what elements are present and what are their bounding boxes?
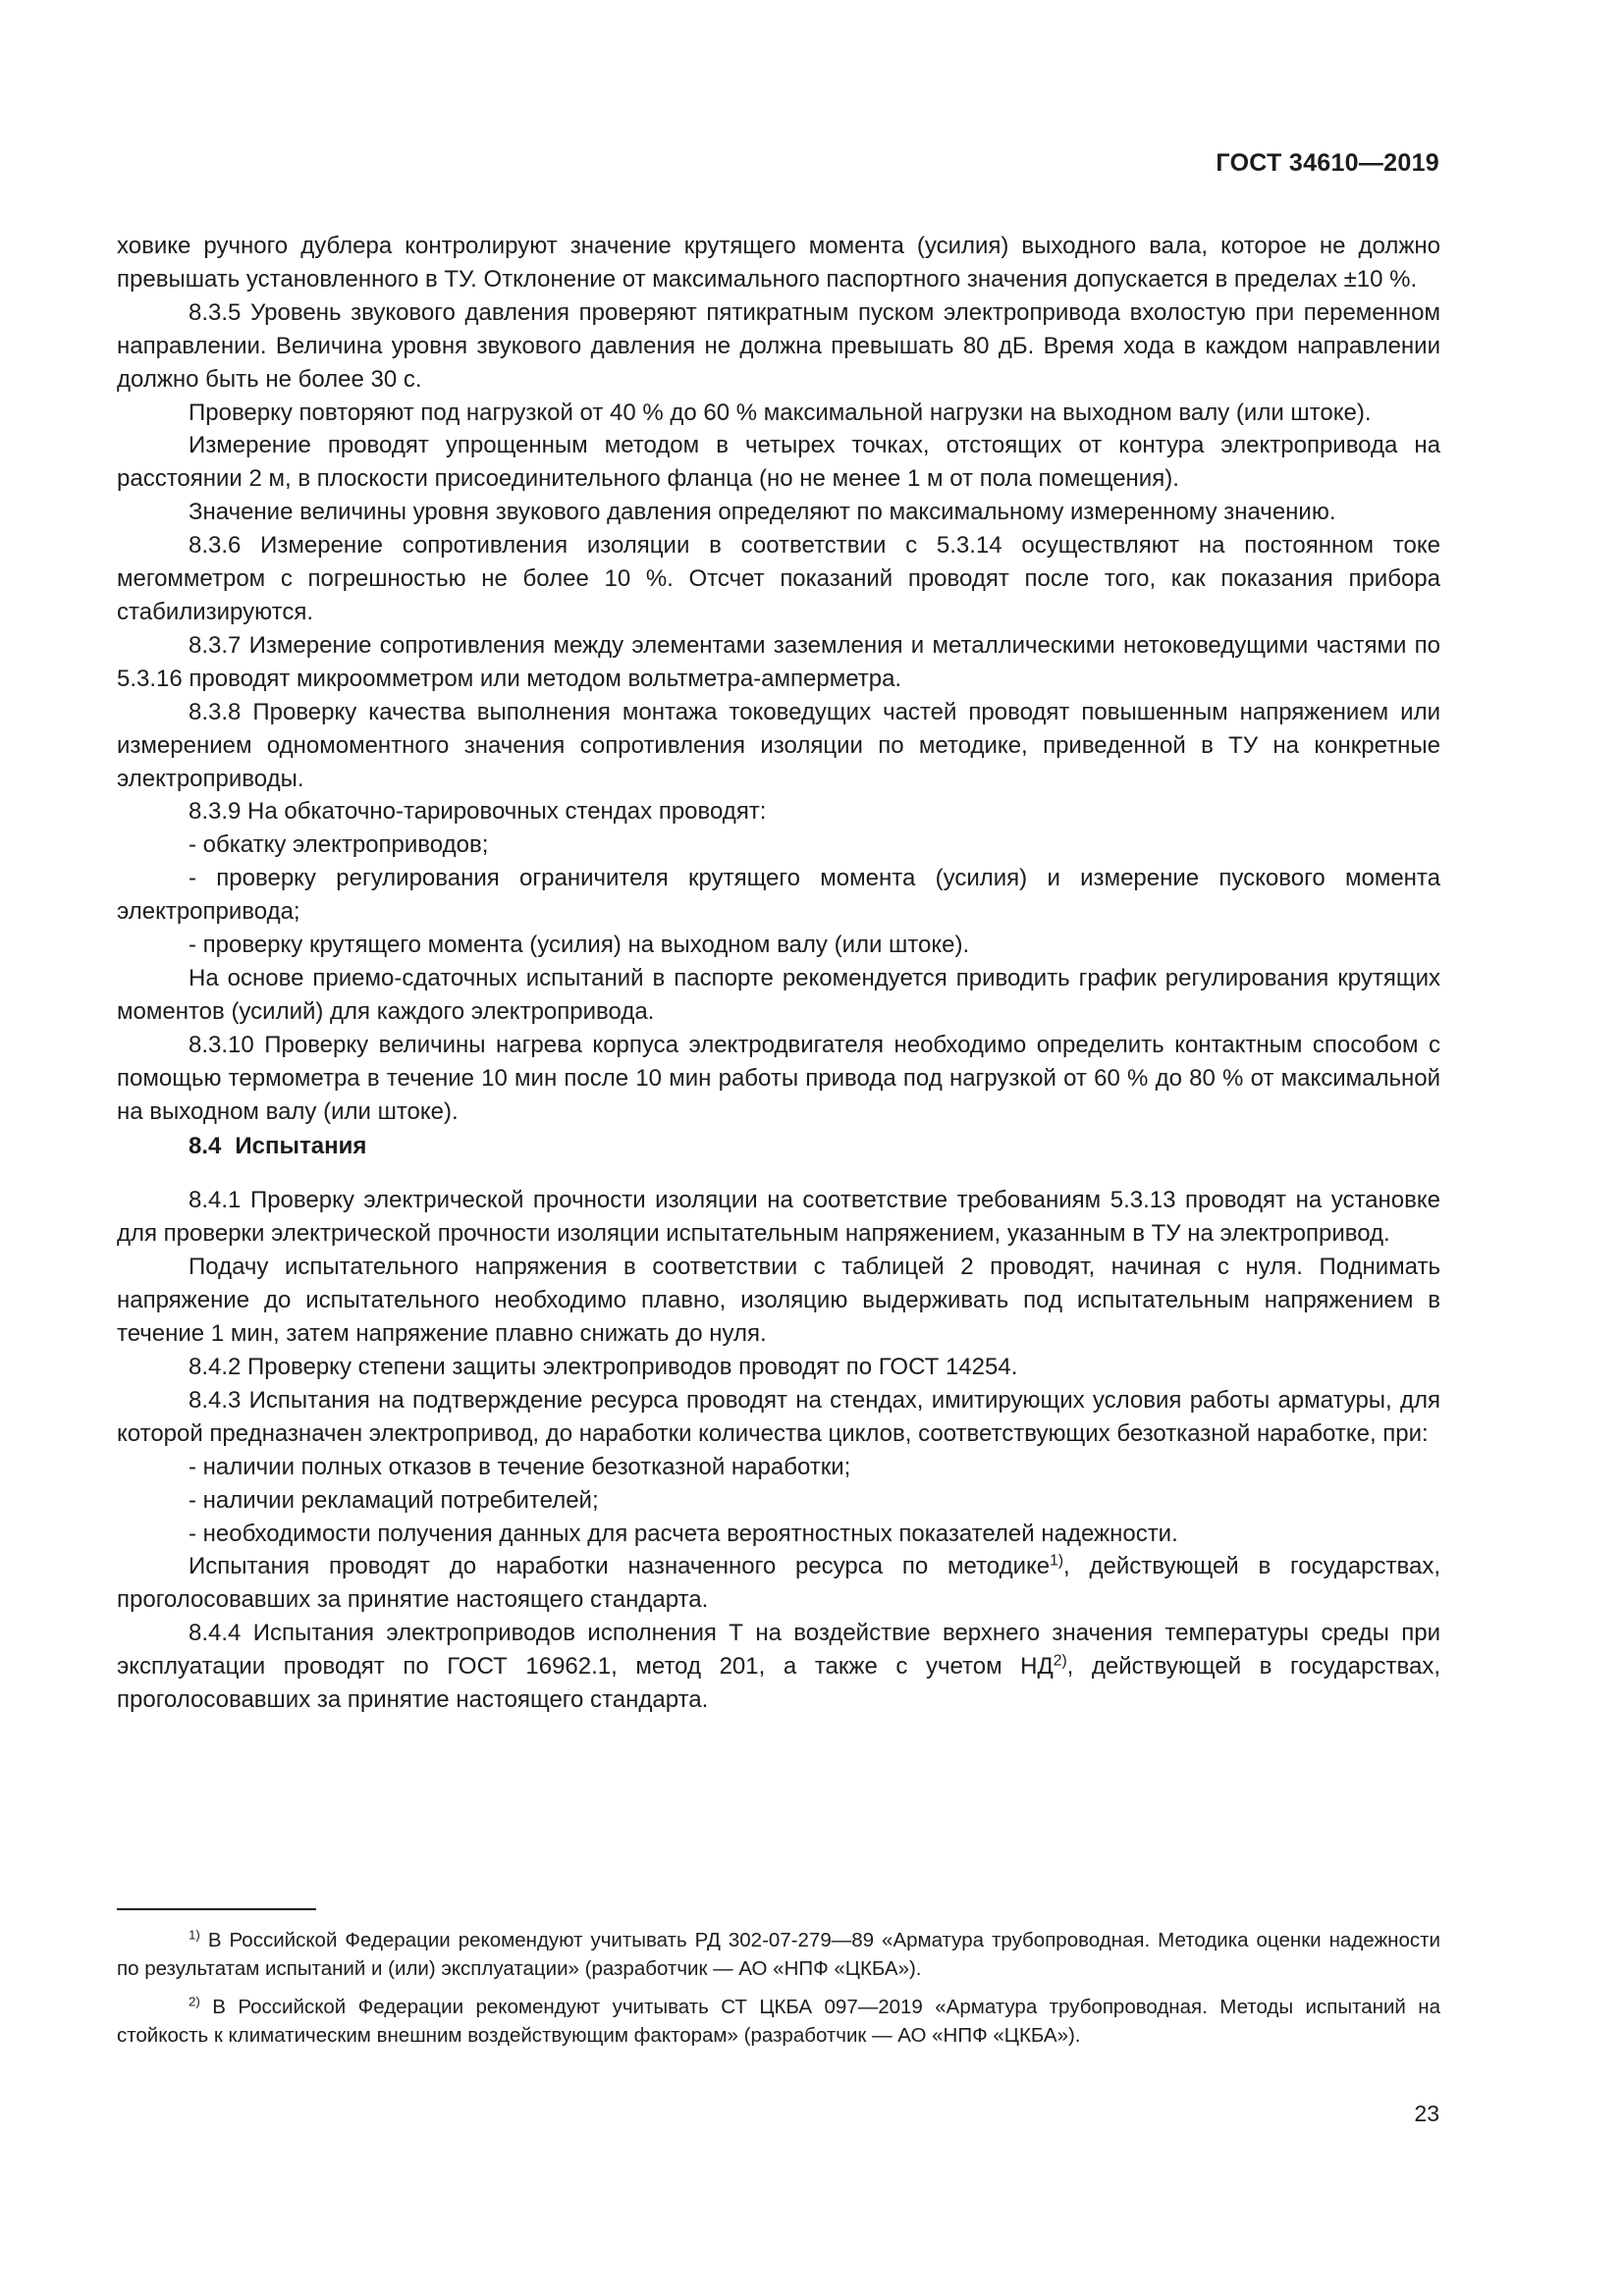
footnote-mark: 2) — [189, 1994, 200, 2009]
paragraph: Значение величины уровня звукового давления определяют по максимальному измеренному значению. — [189, 499, 1336, 526]
paragraph-with-footnote-1 — [117, 1550, 1440, 1617]
list-item: - проверку регулирования ограничителя крутящего момента (усилия) и измерение пускового момента электропривода; — [117, 865, 1440, 926]
footnote-2 — [117, 1993, 1440, 2050]
footnote-ref-1: 1) — [1050, 1552, 1064, 1570]
paragraph: Проверку повторяют под нагрузкой от 40 % до 60 % максимальной нагрузки на выходном валу (или штоке). — [189, 399, 1372, 426]
footnote-divider — [117, 1908, 316, 1910]
list-item: - обкатку электроприводов; — [189, 831, 489, 859]
clause-8-3-7: 8.3.7 Измерение сопротивления между элементами заземления и металлическими нетоковедущими частями по 5.3.16 проводят микроомметром или методом вольтметра-амперметра. — [117, 631, 1440, 692]
clause-8-4-1: 8.4.1 Проверку электрической прочности изоляции на соответствие требованиям 5.3.13 проводят на установке для проверки электрической прочности изоляции испытательным напряжением, указанным в ТУ на электропривод. — [117, 1187, 1440, 1248]
section-title: Испытания — [235, 1133, 367, 1160]
clause-8-4-2: 8.4.2 Проверку степени защиты электроприводов проводят по ГОСТ 14254. — [189, 1354, 1018, 1380]
paragraph: Измерение проводят упрощенным методом в четырех точках, отстоящих от контура электропривода на расстоянии 2 м, в плоскости присоединительного фланца (но не менее 1 м от пола помещения). — [117, 432, 1440, 493]
document-header: ГОСТ 34610—2019 — [1216, 149, 1439, 177]
section-heading — [117, 1128, 1440, 1184]
text: , действующей в государствах, проголосовавших за принятие настоящего стандарта. — [117, 1553, 1440, 1614]
paragraph: Подачу испытательного напряжения в соответствии с таблицей 2 проводят, начиная с нуля. Поднимать напряжение до испытательного необходимо плавно, изоляцию выдерживать под испытательным напряжением в течение 1 мин, затем напряжение плавно снижать до нуля. — [117, 1254, 1440, 1348]
clause-8-3-5: 8.3.5 Уровень звукового давления проверяют пятикратным пуском электропривода вхолостую при переменном направлении. Величина уровня звукового давления не должна превышать 80 дБ. Время хода в каждом направлении должно быть не более 30 с. — [117, 298, 1440, 393]
list-item: - проверку крутящего момента (усилия) на выходном валу (или штоке). — [189, 932, 970, 959]
footnote-text: В Российской Федерации рекомендуют учитывать СТ ЦКБА 097—2019 «Арматура трубопроводная. Методы испытаний на стойкость к климатическим внешним воздействующим факторам» (разработчик — АО «НПФ «ЦКБА»). — [117, 1996, 1440, 2047]
paragraph: ховике ручного дублера контролируют значение крутящего момента (усилия) выходного вала, которое не должно превышать установленного в ТУ. Отклонение от максимального паспортного значения допускается в пределах ±10 %. — [117, 233, 1440, 293]
text: Испытания проводят до наработки назначенного ресурса по методике — [189, 1553, 1051, 1580]
paragraph: На основе приемо-сдаточных испытаний в паспорте рекомендуется приводить график регулирования крутящих моментов (усилий) для каждого электропривода. — [117, 964, 1440, 1025]
page-number: 23 — [1414, 2101, 1439, 2126]
text: 8.4.4 Испытания электроприводов исполнения Т на воздействие верхнего значения температуры среды при эксплуатации проводят по ГОСТ 16962.1, метод 201, а также с учетом НД — [117, 1620, 1440, 1681]
clause-8-3-6: 8.3.6 Измерение сопротивления изоляции в соответствии с 5.3.14 осуществляют на постоянном токе мегомметром с погрешностью не более 10 %. Отсчет показаний проводят после того, как показания прибора стабилизируются. — [117, 532, 1440, 625]
clause-8-3-10: 8.3.10 Проверку величины нагрева корпуса электродвигателя необходимо определить контактным способом с помощью термометра в течение 10 мин после 10 мин работы привода под нагрузкой от 60 % до 80 % от максимальной на выходном валу (или штоке). — [117, 1031, 1440, 1125]
text: , действующей в государствах, проголосовавших за принятие настоящего стандарта. — [117, 1653, 1440, 1714]
clause-8-3-8: 8.3.8 Проверку качества выполнения монтажа токоведущих частей проводят повышенным напряжением или измерением одномоментного значения сопротивления изоляции по методике, приведенной в ТУ на конкретные электроприводы. — [117, 698, 1440, 792]
list-item: - необходимости получения данных для расчета вероятностных показателей надежности. — [189, 1520, 1178, 1547]
list-item: - наличии полных отказов в течение безотказной наработки; — [189, 1453, 851, 1480]
clause-8-4-3: 8.4.3 Испытания на подтверждение ресурса проводят на стендах, имитирующих условия работы арматуры, для которой предназначен электропривод, до наработки количества циклов, соответствующих безотказной наработке, при: — [117, 1386, 1440, 1447]
footnote-mark: 1) — [189, 1927, 200, 1943]
clause-8-4-4 — [117, 1617, 1440, 1717]
list-item: - наличии рекламаций потребителей; — [189, 1486, 599, 1514]
section-number: 8.4 — [189, 1133, 222, 1160]
footnote-ref-2: 2) — [1053, 1652, 1067, 1670]
body-text — [117, 230, 1440, 1717]
footnotes — [117, 1926, 1440, 2059]
footnote-text: В Российской Федерации рекомендуют учитывать РД 302-07-279—89 «Арматура трубопроводная. Методика оценки надежности по результатам испытаний и (или) эксплуатации» (разработчик — АО «НПФ «ЦКБА»). — [117, 1929, 1440, 1980]
clause-8-3-9: 8.3.9 На обкаточно-тарировочных стендах проводят: — [189, 798, 767, 826]
footnote-1 — [117, 1926, 1440, 1983]
